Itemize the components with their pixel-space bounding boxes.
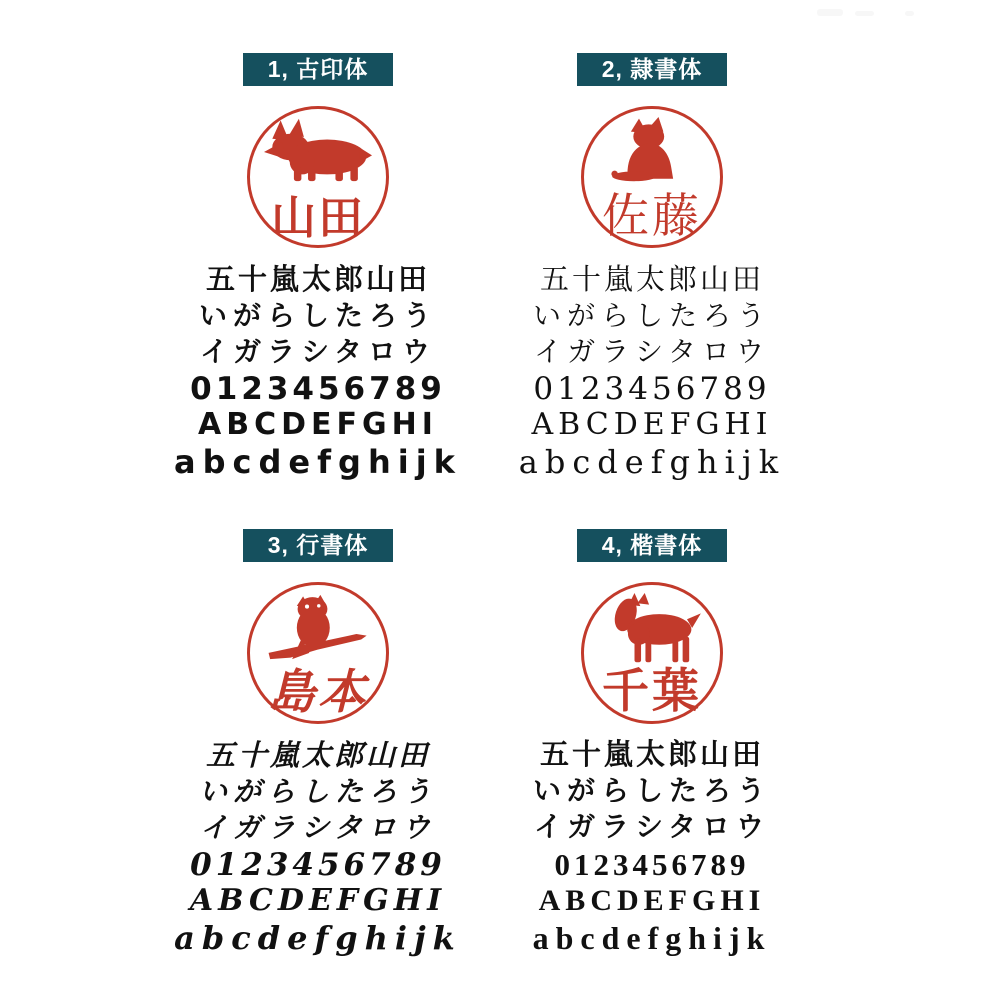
scan-artifact: [817, 9, 843, 16]
font-sample-block: [533, 737, 772, 956]
sample-line-lowercase: abcdefghijk: [518, 442, 786, 481]
font-style-badge: 4, 楷書体: [577, 529, 727, 562]
sample-line-uppercase: ABCDEFGHI: [198, 407, 438, 442]
stamp-preview: [581, 582, 723, 724]
sample-line-uppercase: ABCDEFGHI: [531, 407, 773, 442]
owl-on-branch-icon: [267, 593, 369, 661]
stamp-name: 佐藤: [602, 188, 702, 244]
stamp-preview: [581, 106, 723, 248]
sample-line-kanji: 五十嵐太郎山田: [539, 262, 764, 296]
sample-line-digits: 0123456789: [190, 846, 446, 883]
font-style-panel-kaisho: [482, 529, 822, 956]
sample-line-hiragana: いがらしたろう: [198, 774, 437, 808]
sample-line-hiragana: いがらしたろう: [532, 775, 771, 807]
font-sample-block: [174, 737, 462, 956]
stamp-preview: [247, 582, 389, 724]
font-sample-block: [174, 261, 462, 480]
scan-artifact: [905, 11, 914, 16]
sample-line-lowercase: abcdefghijk: [532, 919, 772, 956]
stamp-name: 千葉: [602, 665, 702, 718]
sample-line-katakana: イガラシタロウ: [199, 335, 437, 368]
bull-terrier-icon: [599, 593, 705, 663]
sample-line-lowercase: abcdefghijk: [174, 918, 462, 957]
sample-line-katakana: イガラシタロウ: [199, 811, 437, 844]
sample-line-uppercase: ABCDEFGHI: [189, 883, 447, 918]
sample-line-hiragana: いがらしたろう: [198, 298, 437, 332]
font-style-badge: 2, 隷書体: [577, 53, 727, 86]
sample-line-katakana: イガラシタロウ: [533, 335, 771, 368]
sample-line-digits: 0123456789: [533, 370, 771, 407]
font-style-panel-gyosho: [148, 529, 488, 956]
sample-line-digits: 0123456789: [190, 370, 446, 407]
sample-line-katakana: イガラシタロウ: [533, 812, 771, 843]
font-style-badge: 3, 行書体: [243, 529, 393, 562]
font-style-badge: 1, 古印体: [243, 53, 393, 86]
scan-artifact: [855, 11, 874, 16]
font-sample-block: [519, 261, 785, 480]
stamp-name: 山田: [270, 190, 365, 244]
stamp-name: 島本: [268, 664, 368, 720]
sample-line-digits: 0123456789: [554, 846, 750, 882]
sample-line-kanji: 五十嵐太郎山田: [205, 738, 430, 772]
sample-line-kanji: 五十嵐太郎山田: [539, 739, 764, 771]
sample-line-lowercase: abcdefghijk: [174, 442, 462, 481]
font-style-panel-reisho: [482, 53, 822, 480]
sample-line-kanji: 五十嵐太郎山田: [205, 262, 430, 296]
sample-line-hiragana: いがらしたろう: [532, 298, 771, 332]
stamp-preview: [247, 106, 389, 248]
sample-line-uppercase: ABCDEFGHI: [538, 884, 766, 917]
corgi-dog-icon: [264, 117, 372, 182]
sitting-cat-icon: [611, 117, 693, 182]
font-style-panel-koin: [148, 53, 488, 480]
